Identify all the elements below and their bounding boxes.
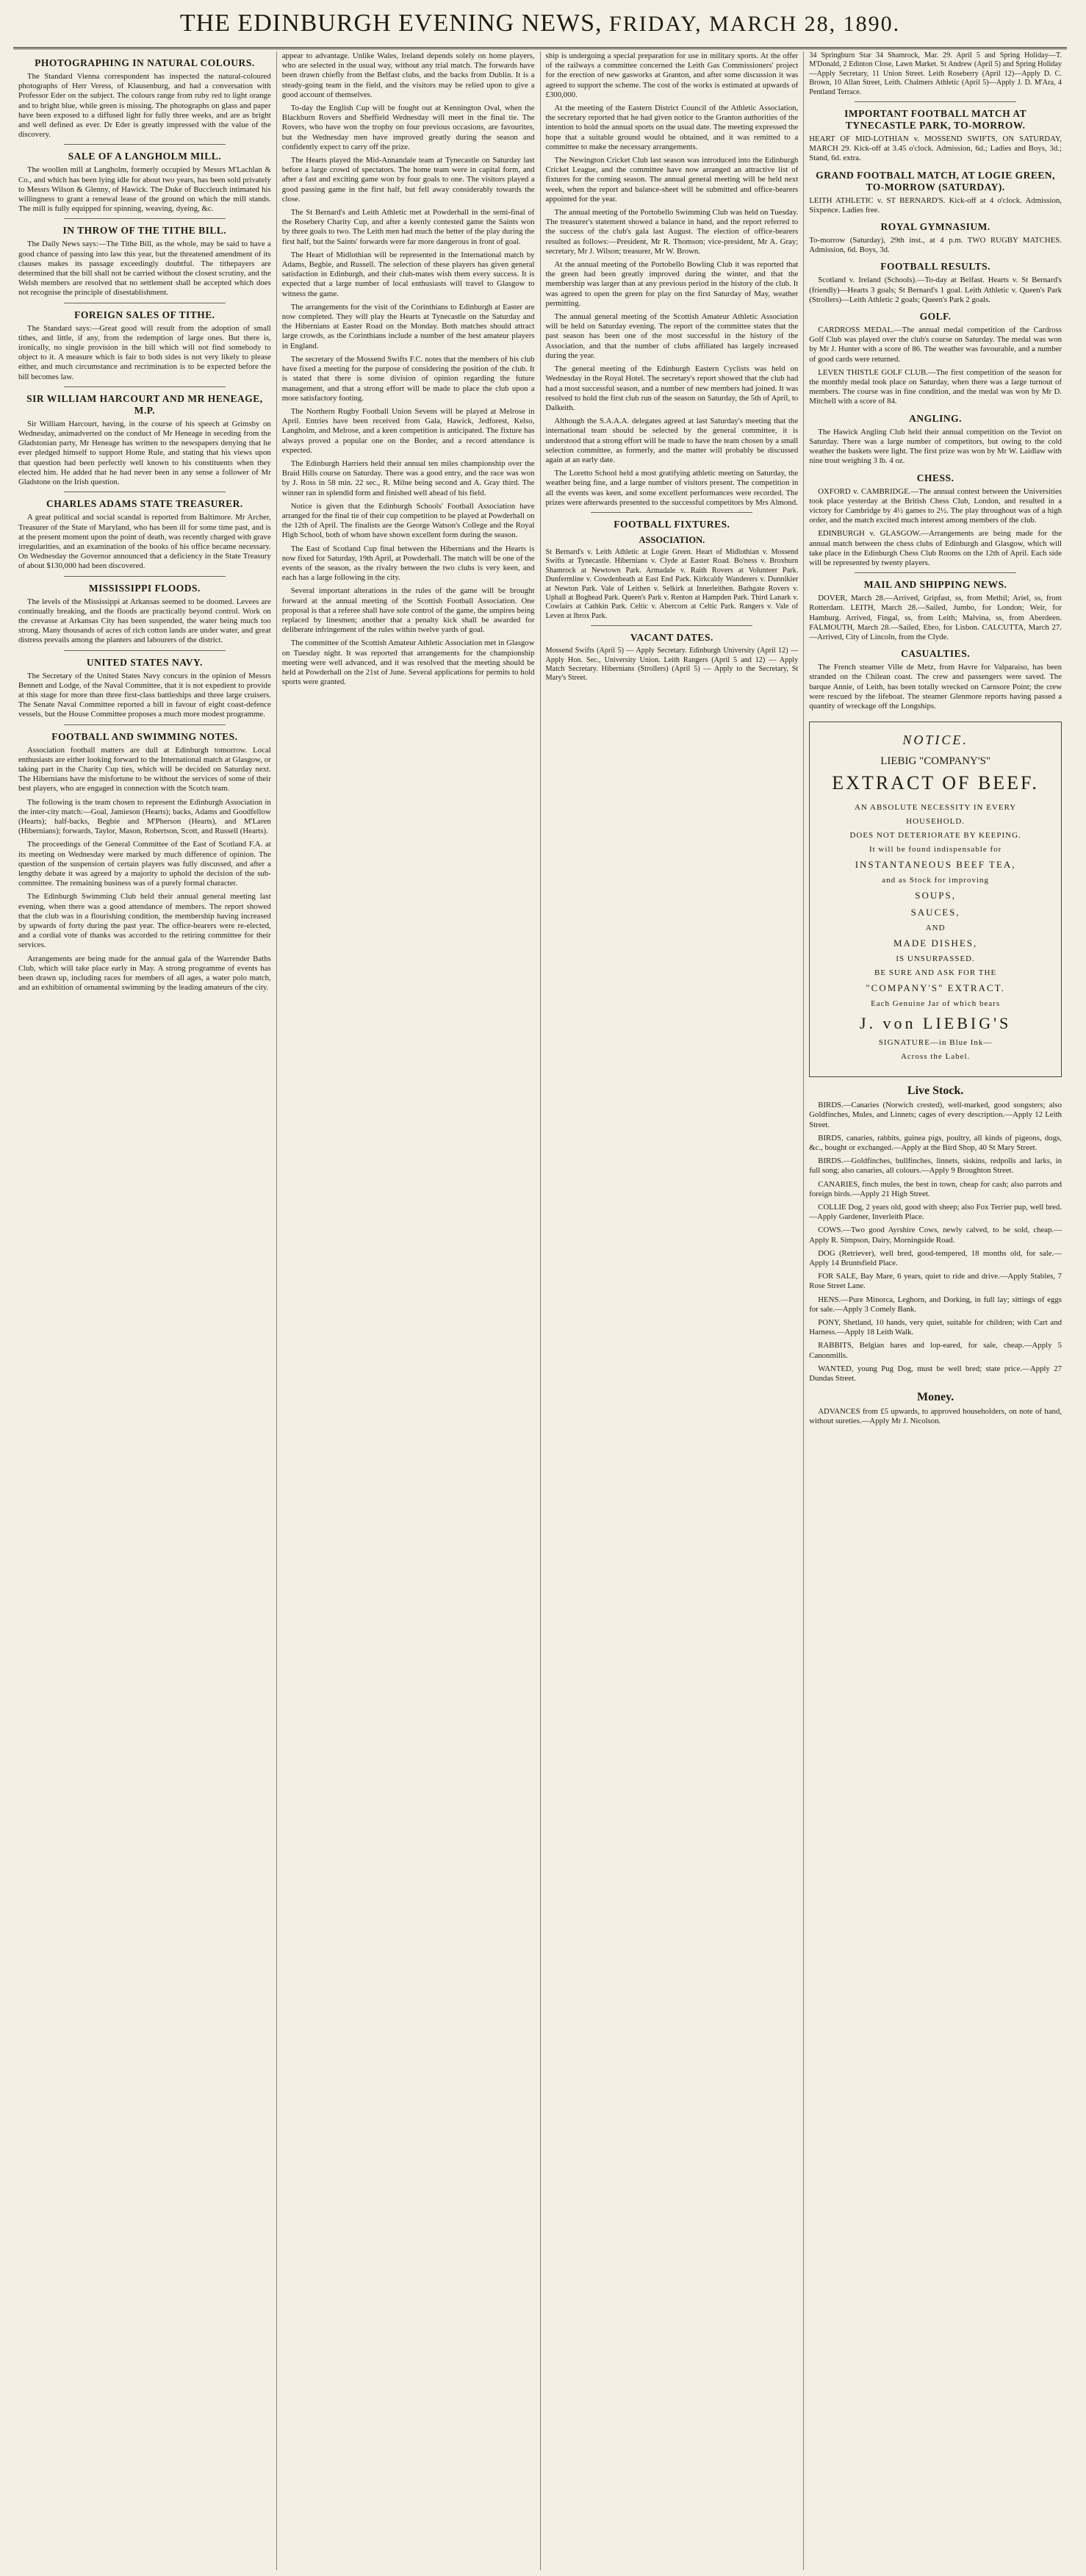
article-paragraph: LEITH ATHLETIC v. ST BERNARD'S. Kick-off at 4 o'clock. Admission, Sixpence. Ladies free.	[809, 195, 1062, 215]
classified-ad: BIRDS.—Goldfinches, bullfinches, linnets, siskins, redpolls and larks, in full song; also canaries, all colours.—Apply 9 Broughton Street.	[809, 1156, 1062, 1176]
divider	[591, 625, 752, 626]
headline: IN THROW OF THE TITHE BILL.	[62, 225, 227, 237]
ad-line: BE SURE AND ASK FOR THE	[874, 968, 997, 978]
ad-line: SAUCES,	[910, 907, 960, 918]
article-paragraph: The annual general meeting of the Scottish Amateur Athletic Association will be held on Saturday evening. The report of the committee states that the past season has been one of the most successful in the history of the Association, and that the number of clubs affiliated has largely increased during the year.	[545, 312, 799, 360]
divider	[64, 650, 226, 651]
ad-line: Each Genuine Jar of which bears	[871, 999, 1001, 1009]
headline: CASUALTIES.	[901, 648, 971, 660]
article-paragraph: LEVEN THISTLE GOLF CLUB.—The first competition of the season for the monthly medal took place on Saturday, when there was a large turnout of members. The course was in fine condition, and the medal was won by Mr D. Mitchell with a score of 84.	[809, 367, 1062, 406]
headline: CHESS.	[916, 472, 954, 483]
headline: FOOTBALL RESULTS.	[880, 261, 991, 273]
fixtures-list: St Bernard's v. Leith Athletic at Logie Green. Heart of Midlothian v. Mossend Swifts at Tynecastle. Hibernians v. Clyde at Easter Road. Bo'ness v. Broxburn Shamrock at Newtown Park. Armadale v. Raith Rovers at Volunteer Park. Dunfermline v. Cowdenbeath at East End Park. Kirkcaldy Wanderers v. Dunnikier at Newton Park. Vale of Leithen v. Selkirk at Innerleithen. Bathgate Rovers v. Uphall at Boghead Park. Queen's Park v. Renton at Hampden Park. Third Lanark v. Cowlairs at Cathkin Park. Celtic v. Abercorn at Celtic Park. Rangers v. Vale of Leven at Ibrox Park.	[545, 547, 799, 620]
article-paragraph: CARDROSS MEDAL.—The annual medal competition of the Cardross Golf Club was played over the club's course on Saturday. The medal was won by Mr J. Hunter with a score of 86. The weather was favourable, and a number of good cards were returned.	[809, 325, 1062, 364]
divider	[855, 572, 1016, 573]
headline: GRAND FOOTBALL MATCH, AT LOGIE GREEN, TO-MORROW (SATURDAY).	[816, 169, 1055, 193]
article-paragraph: appear to advantage. Unlike Wales, Ireland depends solely on home players, who are selected in the usual way, without any trial match. The forwards have been drawn chiefly from the Belfast clubs, and the backs from Dublin. It is a steady-going team in the field, and the visitors may be relied upon to give a good account of themselves.	[281, 51, 535, 99]
article-paragraph: Arrangements are being made for the annual gala of the Warrender Baths Club, which will take place early in May. A strong programme of events has been drawn up, including races for members of all ages, a water polo match, and an exhibition of ornamental swimming by the leading amateurs of the city.	[18, 954, 271, 993]
divider	[64, 218, 226, 219]
article-paragraph: 34 Springburn Star 34 Shamrock, Mar. 29. April 5 and Spring Holiday—T. M'Donald, 2 Edinton Close, Lawn Market. St Andrew (April 5) and Spring Holiday—Apply Secretary, 11 Union Street. Leith Roseberry (April 12)—Apply D. C. Brown, 10 Allan Street, Leith. Chalmers Athletic (April 5)—Apply J. D. M'Ara, 4 Pentland Terrace.	[809, 51, 1062, 96]
divider	[64, 386, 226, 387]
article-paragraph: The East of Scotland Cup final between the Hibernians and the Hearts is now fixed for Saturday, 19th April, at Powderhall. The match will be one of the events of the season, as the rivalry between the two clubs is very keen, and each has a large following in the city.	[281, 544, 535, 583]
headline: UNITED STATES NAVY.	[86, 656, 203, 668]
classified-ad: BIRDS.—Canaries (Norwich crested), well-marked, good songsters; also Goldfinches, Mules, and Linnets; cages of every description.—Apply 12 Leith Street.	[809, 1101, 1062, 1129]
article-paragraph: At the meeting of the Eastern District Council of the Athletic Association, the secretary reported that he had given notice to the Granton authorities of the intention to hold the annual sports on the usual date. The meeting expressed the hope that a suitable ground would be obtained, and it was remitted to a committee to make the necessary arrangements.	[545, 104, 799, 151]
article-paragraph: The Loretto School held a most gratifying athletic meeting on Saturday, the weather being fine, and a large number of visitors present. The competition in all the events was keen, and some excellent performances were recorded. The prizes were afterwards presented to the successful competitors by Mrs Almond.	[545, 469, 799, 507]
ad-line: It will be found indispensable for	[869, 845, 1002, 855]
masthead-date: FRIDAY, MARCH 28, 1890.	[609, 12, 901, 36]
article-paragraph: The annual meeting of the Portobello Swimming Club was held on Tuesday. The treasurer's statement showed a balance in hand, and the report referred to the success of the club's gala last August. The election of office-bearers resulted as follows:—President, Mr R. Thomson; vice-president, Mr A. Gray; secretary, Mr J. Wilson; treasurer, Mr W. Brown.	[545, 208, 799, 256]
article-paragraph: Several important alterations in the rules of the game will be brought forward at the annual meeting of the Scottish Football Association. One proposal is that a referee shall have sole control of the game, the umpires being replaced by linesmen; another that a penalty kick shall be awarded for deliberate infringement of the rules within twelve yards of goal.	[281, 586, 535, 635]
masthead-title: THE EDINBURGH EVENING NEWS,	[179, 10, 603, 37]
article-paragraph: HEART OF MID-LOTHIAN v. MOSSEND SWIFTS, ON SATURDAY, MARCH 29. Kick-off at 3.45 o'clock. Admission, 6d.; Ladies and Boys, 3d.; Stand, 6d. extra.	[809, 134, 1062, 163]
article-paragraph: The Hearts played the Mid-Annandale team at Tynecastle on Saturday last before a large crowd of spectators. The home team were in capital form, and after a fast and exciting game won by four goals to one. The visitors played a good passing game in the first half, but fell away considerably towards the close.	[281, 156, 535, 204]
ad-company: LIEBIG "COMPANY'S"	[880, 755, 991, 768]
ad-line: Across the Label.	[900, 1052, 971, 1062]
headline: MISSISSIPPI FLOODS.	[88, 582, 201, 594]
article-paragraph: EDINBURGH v. GLASGOW.—Arrangements are being made for the annual match between the chess clubs of Edinburgh and Glasgow, which will take place in the Edinburgh Chess Club Rooms on the 12th of April. Each side will be represented by twenty players.	[809, 529, 1062, 567]
article-paragraph: The Standard Vienna correspondent has inspected the natural-coloured photographs of Herr Veress, of Klausenburg, and had a conversation with Professor Eder on the subject. The colours range from ruby red to light orange and to bright blue, while green is missing. The photographs on glass and paper have been exposed to a diffused light for fully three weeks, and are as bright and well defined as ever. Dr Eder is greatly impressed with the value of the discovery.	[18, 72, 271, 140]
classified-ad: DOG (Retriever), well bred, good-tempered, 18 months old, for sale.—Apply 14 Bruntsfield Place.	[809, 1248, 1062, 1267]
classified-ad: BIRDS, canaries, rabbits, guinea pigs, poultry, all kinds of pigeons, dogs, &c., bought or exchanged.—Apply at the Bird Shop, 40 St Mary Street.	[809, 1133, 1062, 1152]
ad-line: INSTANTANEOUS BEEF TEA,	[855, 859, 1016, 871]
subheadline: ASSOCIATION.	[639, 534, 705, 545]
article-paragraph: The committee of the Scottish Amateur Athletic Association met in Glasgow on Tuesday night. It was reported that arrangements for the championship meeting were well advanced, and it was resolved that the meeting should be held at Powderhall on the 21st of June. Several applications for permits to hold sports were granted.	[281, 638, 535, 687]
vacant-dates-list: Mossend Swifts (April 5) — Apply Secretary. Edinburgh University (April 12) — Apply Hon. Sec., University Union. Leith Rangers (April 5 and 12) — Apply Match Secretary. Hibernians (Strollers) (April 5) — Apply to the Secretary, St Mary's Street.	[545, 647, 799, 683]
column-4	[804, 51, 1067, 2570]
classified-ad: WANTED, young Pug Dog, must be well bred; state price.—Apply 27 Dundas Street.	[809, 1364, 1062, 1384]
classified-heading-money: Money.	[917, 1391, 954, 1404]
divider	[855, 101, 1016, 102]
headline: FOREIGN SALES OF TITHE.	[74, 309, 215, 320]
article-paragraph: To-morrow (Saturday), 29th inst., at 4 p.m. TWO RUGBY MATCHES. Admission, 6d. Boys, 3d.	[809, 236, 1062, 255]
article-paragraph: The Edinburgh Swimming Club held their annual general meeting last evening, when there was a good attendance of members. The report showed that the club was in a flourishing condition, the membership having increased by upwards of forty during the past year. The office-bearers were re-elected, and a cordial vote of thanks was accorded to the retiring committee for their services.	[18, 892, 271, 950]
headline: PHOTOGRAPHING IN NATURAL COLOURS.	[35, 57, 255, 68]
article-paragraph: The Hawick Angling Club held their annual competition on the Teviot on Saturday. There was a large number of competitors, but owing to the cold weather the baskets were light. The first prize was won by Mr W. Laidlaw with nine trout weighing 3 lb. 4 oz.	[809, 427, 1062, 466]
headline: FOOTBALL FIXTURES.	[614, 518, 730, 530]
ad-signature: J. von LIEBIG'S	[859, 1014, 1012, 1033]
ad-line: DOES NOT DETERIORATE BY KEEPING.	[849, 831, 1021, 841]
headline: ROYAL GYMNASIUM.	[880, 221, 990, 233]
article-paragraph: Notice is given that the Edinburgh Schools' Football Association have arranged for the final tie of their cup competition to be played at Powderhall on the 12th of April. The finalists are the George Watson's College and the Royal High School, both of whom have shown excellent form during the season.	[281, 501, 535, 540]
classified-ad: PONY, Shetland, 10 hands, very quiet, suitable for children; with Cart and Harness.—Apply 18 Leith Walk.	[809, 1318, 1062, 1337]
notice-label: NOTICE.	[902, 733, 968, 748]
divider	[64, 724, 226, 725]
ad-line: SOUPS,	[915, 890, 956, 902]
classified-ad: CANARIES, finch mules, the best in town, cheap for cash; also parrots and foreign birds.—Apply 21 High Street.	[809, 1179, 1062, 1198]
article-paragraph: The French steamer Ville de Metz, from Havre for Valparaiso, has been stranded on the Chilean coast. The crew and passengers were saved. The barque Annie, of Leith, has been totally wrecked on Carnsore Point; the crew were rescued by the lifeboat. The steamer Glenmore reports having passed a quantity of wreckage off the Longships.	[809, 663, 1062, 710]
divider	[64, 576, 226, 577]
headline: FOOTBALL AND SWIMMING NOTES.	[51, 730, 238, 742]
classified-heading-live-stock: Live Stock.	[907, 1084, 964, 1098]
article-paragraph: Scotland v. Ireland (Schools).—To-day at Belfast. Hearts v. St Bernard's (friendly)—Hearts 3 goals; St Bernard's 1 goal. Leith Athletic v. Queen's Park (Strollers)—Leith Athletic 2 goals; Queen's Park 2 goals.	[809, 276, 1062, 304]
article-paragraph: To-day the English Cup will be fought out at Kennington Oval, when the Blackburn Rovers and Sheffield Wednesday will meet in the final tie. The Rovers, who have won the trophy on four previous occasions, are favourites, but the Wednesday men have improved greatly during the season and confidently expect to carry off the prize.	[281, 104, 535, 151]
article-paragraph: The Northern Rugby Football Union Sevens will be played at Melrose in April. Entries have been received from Gala, Hawick, Jedforest, Kelso, Langholm, and Melrose, and a keen competition is anticipated. The fixture has always proved a popular one on the Border, and a record attendance is expected.	[281, 406, 535, 455]
article-paragraph: The proceedings of the General Committee of the East of Scotland F.A. at its meeting on Wednesday were marked by much difference of opinion. The question of the suspension of certain players was fully discussed, and after a lengthy debate it was agreed by a majority to uphold the decision of the sub-committee. The remaining business was of a purely formal character.	[18, 840, 271, 888]
headline: MAIL AND SHIPPING NEWS.	[863, 579, 1007, 591]
ad-line: AND	[925, 924, 946, 933]
article-paragraph: OXFORD v. CAMBRIDGE.—The annual contest between the Universities took place yesterday at the British Chess Club, London, and resulted in a victory for Cambridge by 4½ games to 2½. The play throughout was of a high order, and the match excited much interest among members of the club.	[809, 486, 1062, 525]
article-paragraph: Sir William Harcourt, having, in the course of his speech at Grimsby on Wednesday, animadverted on the conduct of Mr Heneage in seceding from the Gladstonian party, Mr Heneage has written to the newspapers denying that he ever pledged himself to support Home Rule, and stating that his views upon that question had been perfectly well known to his constituents when they elected him. He added that he had never been in any sense a follower of Mr Gladstone on the Irish question.	[18, 419, 271, 487]
article-paragraph: The arrangements for the visit of the Corinthians to Edinburgh at Easter are now completed. They will play the Hearts at Tynecastle on the Saturday and the Hibernians at Easter Road on the Monday. Both matches should attract large crowds, as the Corinthians include a number of the best amateur players in England.	[281, 302, 535, 350]
article-paragraph: The following is the team chosen to represent the Edinburgh Association in the inter-city match:—Goal, Jamieson (Hearts); backs, Adams and Goodfellow (Hearts); half-backs, Begbie and M'Pherson (Hearts), and M'Laren (Hibernians); forwards, Taylor, Mason, Robertson, Scott, and Russell (Hearts).	[18, 797, 271, 836]
headline: GOLF.	[919, 311, 952, 323]
headline: ANGLING.	[909, 412, 963, 424]
article-paragraph: A great political and social scandal is reported from Baltimore. Mr Archer, Treasurer of the State of Maryland, who has been ill for some time past, and is at the present moment upon the point of death, was recently charged with grave irregularities, and an examination of the books of his office became necessary. On Wednesday the Governor announced that a deficiency in the State Treasury of about $130,000 had been discovered.	[18, 513, 271, 571]
article-paragraph: The Edinburgh Harriers held their annual ten miles championship over the Braid Hills course on Saturday. There was a good entry, and the race was won by J. Ross in 58 min. 22 sec., R. Milne being second and A. Gray third. The winner ran in splendid form and finished well ahead of his field.	[281, 458, 535, 497]
ad-line: HOUSEHOLD.	[906, 817, 965, 827]
article-paragraph: Association football matters are dull at Edinburgh tomorrow. Local enthusiasts are either looking forward to the International match at Glasgow, or taking part in the Charity Cup ties, which will be decided on Saturday next. The Hibernians have the misfortune to be without the services of some of their best players, who are engaged in connection with the Scotch team.	[18, 745, 271, 794]
liebig-advertisement	[809, 722, 1062, 1077]
article-paragraph: ship is undergoing a special preparation for use in military sports. At the offer of the railways a committee concerned the Leith Gas Commissioners' project for the erection of new gasworks at Granton, and after some discussion it was agreed to support the scheme. The cost of the works is estimated at upwards of £300,000.	[545, 51, 799, 99]
article-paragraph: The St Bernard's and Leith Athletic met at Powderhall in the semi-final of the Rosebery Charity Cup, and after a keenly contested game the Saints won by three goals to two. The Leith men had much the better of the play during the first half, but the Saints' forwards were far more dangerous in front of goal.	[281, 208, 535, 246]
article-paragraph: DOVER, March 28.—Arrived, Gripfast, ss, from Methil; Ariel, ss, from Rotterdam. LEITH, March 28.—Sailed, Jumbo, for London; Weir, for Hamburg. Arrived, Fingal, ss, from Leith; Malvina, ss, from Aberdeen. FALMOUTH, March 28.—Sailed, Ebro, for Lisbon. CALCUTTA, March 27.—Arrived, City of Lincoln, from the Clyde.	[809, 594, 1062, 641]
classified-ad: ADVANCES from £5 upwards, to approved householders, on note of hand, without sureties.—Apply Mr J. Nicolson.	[809, 1407, 1062, 1426]
divider	[64, 144, 226, 145]
article-paragraph: The Standard says:—Great good will result from the adoption of small tithes, and little, if any, from the redemption of large ones. But there is, ironically, no single provision in the bill which will not find somebody to object to it. A measure which is fair to both sides is not very likely to please either, and much circumstance and recrimination is to be expected before the bill becomes law.	[18, 323, 271, 381]
column-layout	[13, 51, 1067, 2570]
divider	[591, 512, 752, 513]
article-paragraph: The Heart of Midlothian will be represented in the International match by Adams, Begbie, and Russell. The selection of these players has given general satisfaction in Edinburgh, and their club-mates wish them every success. It is expected that a large number of local enthusiasts will travel to Glasgow to witness the game.	[281, 250, 535, 298]
ad-line: SIGNATURE—in Blue Ink—	[878, 1038, 993, 1048]
ad-line: MADE DISHES,	[893, 938, 978, 949]
article-paragraph: At the annual meeting of the Portobello Bowling Club it was reported that the green had been greatly improved during the winter, and that the membership was larger than at any previous period in the history of the club. It was agreed to open the green for play on the first Saturday of May, weather permitting.	[545, 260, 799, 308]
classified-ad: RABBITS, Belgian hares and lop-eared, for sale, cheap.—Apply 5 Canonmills.	[809, 1341, 1062, 1360]
ad-line: and as Stock for improving	[882, 876, 989, 885]
article-paragraph: The Secretary of the United States Navy concurs in the opinion of Messrs Bennett and Lodge, of the Naval Committee, that it is not expedient to provide at this stage for more than three first-class battleships and three large cruisers. The Senate Naval Committee reported a bill in favour of eight coast-defence vessels, but the House Committee proposes a much more modest programme.	[18, 671, 271, 719]
headline: CHARLES ADAMS STATE TREASURER.	[46, 498, 243, 510]
article-paragraph: Although the S.A.A.A. delegates agreed at last Saturday's meeting that the international team should be selected by the general committee, it is understood that a strong effort will be made to have the team chosen by a small selection committee, as formerly, and the matter will probably be discussed again at an early date.	[545, 417, 799, 464]
article-paragraph: The levels of the Mississippi at Arkansas seemed to be doomed. Levees are continually breaking, and the floods are practically beyond control. Work on the crevasse at Arkansas City has been suspended, the water being much too strong. Many thousands of acres of rich cotton lands are under water, and great distress prevails among the planters and labourers of the district.	[18, 597, 271, 645]
article-paragraph: The woollen mill at Langholm, formerly occupied by Messrs M'Lachlan & Co., and which has been lying idle for about two years, has been sold privately to Messrs Wilson & Glenny, of Hawick. The Duke of Buccleuch intimated his willingness to grant a renewal lease of the ground on which the mill stands. The mill is fully equipped for spinning, weaving, dyeing, &c.	[18, 165, 271, 214]
article-paragraph: The secretary of the Mossend Swifts F.C. notes that the members of his club have fixed a meeting for the purpose of considering the position of the club. It is stated that there is some division of opinion regarding the future management, and that a strong effort will be made to place the club upon a more satisfactory footing.	[281, 354, 535, 403]
classified-ad: FOR SALE, Bay Mare, 6 years, quiet to ride and drive.—Apply Stables, 7 Rose Street Lane.	[809, 1272, 1062, 1291]
headline: SIR WILLIAM HARCOURT AND MR HENEAGE, M.P.	[26, 392, 263, 416]
headline: IMPORTANT FOOTBALL MATCH AT TYNECASTLE PARK, TO-MORROW.	[844, 108, 1027, 132]
column-3	[541, 51, 805, 2570]
column-1	[13, 51, 277, 2570]
classified-ad: COLLIE Dog, 2 years old, good with sheep; also Fox Terrier pup, well bred.—Apply Gardener, Inverleith Place.	[809, 1202, 1062, 1222]
column-2	[277, 51, 541, 2570]
classified-ad: HENS.—Pure Minorca, Leghorn, and Dorking, in full lay; sittings of eggs for sale.—Apply 3 Comely Bank.	[809, 1295, 1062, 1314]
classified-ad: COWS.—Two good Ayrshire Cows, newly calved, to be sold, cheap.—Apply R. Simpson, Dairy, Morningside Road.	[809, 1226, 1062, 1245]
ad-line: AN ABSOLUTE NECESSITY IN EVERY	[854, 803, 1017, 813]
masthead	[13, 0, 1067, 49]
ad-line: "COMPANY'S" EXTRACT.	[866, 982, 1005, 994]
article-paragraph: The general meeting of the Edinburgh Eastern Cyclists was held on Wednesday in the Royal Hotel. The secretary's report showed that the club had had a most successful season, and a number of new members had joined. It was resolved to hold the first club run of the season on Saturday, the 5th of April, to Dalkeith.	[545, 364, 799, 412]
ad-product: EXTRACT OF BEEF.	[832, 772, 1039, 794]
headline: VACANT DATES.	[630, 632, 713, 644]
ad-line: IS UNSURPASSED.	[896, 954, 975, 964]
headline: SALE OF A LANGHOLM MILL.	[68, 151, 222, 162]
article-paragraph: The Daily News says:—The Tithe Bill, as the whole, may be said to have a good chance of passing into law this year, but the threatened amendment of its clauses makes its passage exceedingly doubtful. The tithepayers are determined that the bill shall not be carried without the closest scrutiny, and the Welsh members are resolved that no settlement shall be accepted which does not recognise the principle of disestablishment.	[18, 240, 271, 298]
article-paragraph: The Newington Cricket Club last season was introduced into the Edinburgh Cricket League, and the committee have now arranged an attractive list of fixtures for the coming season. The annual general meeting will be held next week, when the report and balance-sheet will be submitted and office-bearers appointed for the year.	[545, 156, 799, 204]
